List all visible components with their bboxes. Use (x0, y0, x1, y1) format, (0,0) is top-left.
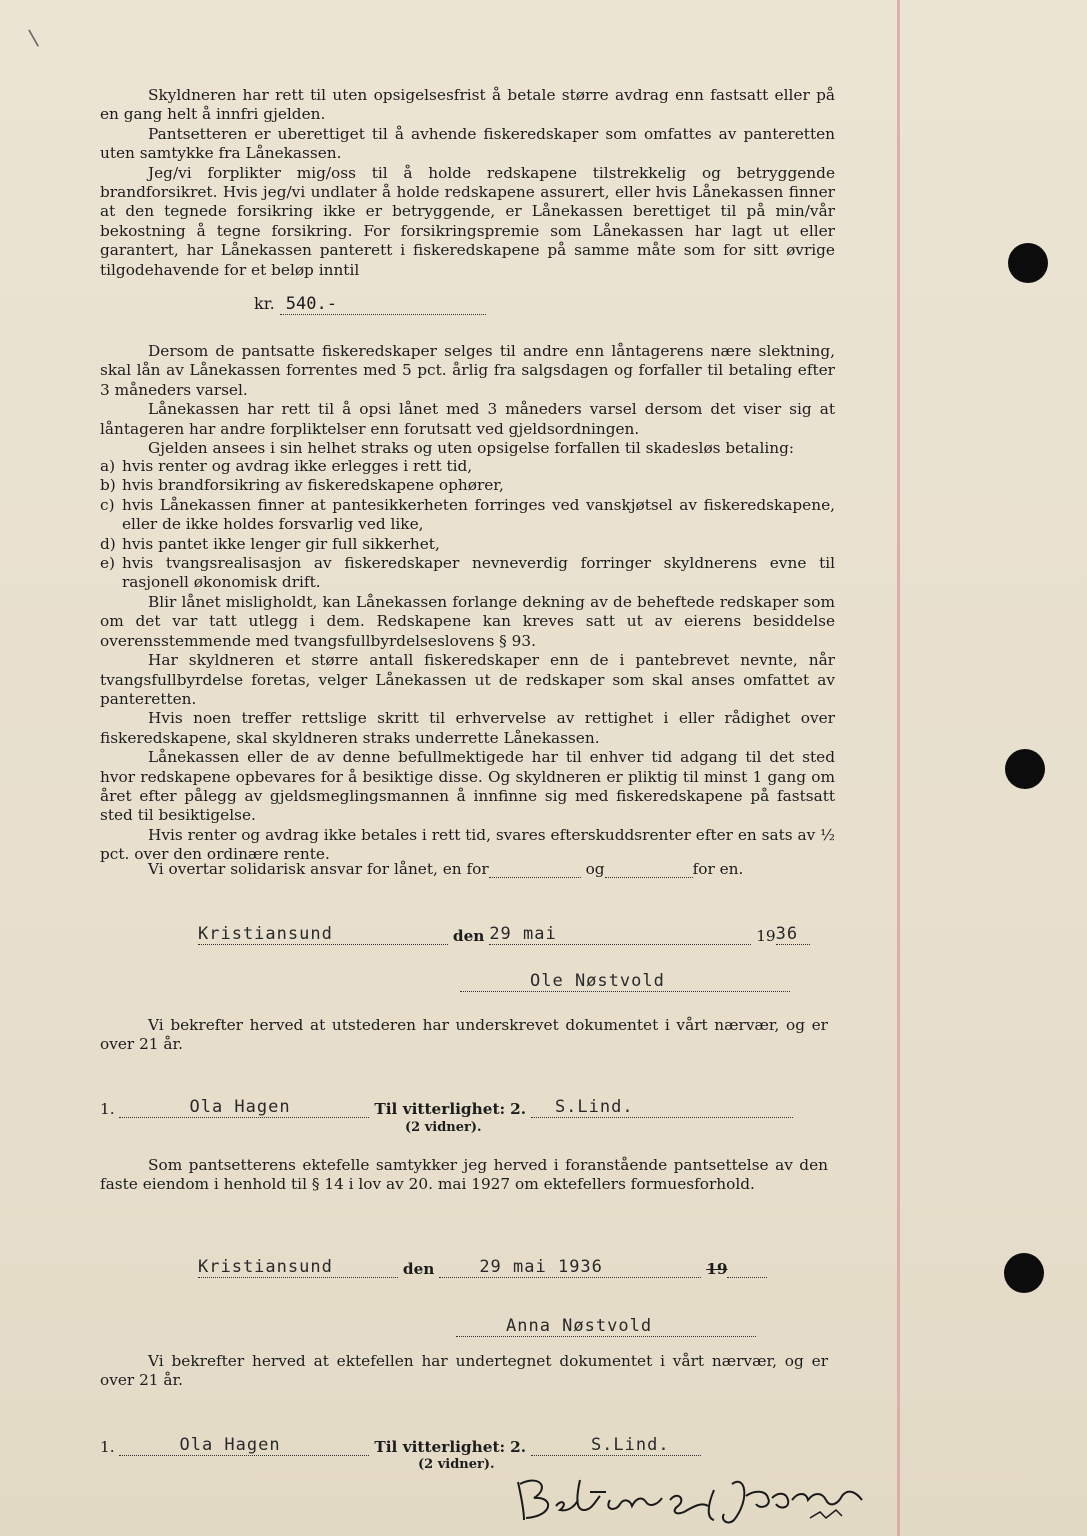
witness-statement-1: Vi bekrefter herved at utstederen har underskrevet dokumentet i vårt nærvær, og er over 21 år. (100, 1016, 828, 1054)
witness-note-1: (2 vidner). (405, 1120, 482, 1135)
terms-top (100, 86, 835, 280)
handwritten-signature (510, 1470, 885, 1530)
signer-line-2 (456, 1316, 756, 1337)
terms-mid (100, 342, 835, 458)
place-value: Kristiansund (198, 924, 448, 945)
list-item: b) hvis brandforsikring av fiskeredskapene ophører, (100, 476, 504, 495)
corner-mark: \ (27, 25, 40, 52)
red-margin-line (897, 0, 900, 1536)
paragraph: Blir lånet misligholdt, kan Lånekassen forlange dekning av de beheftede redskaper som om det var tatt utlegg i dem. Redskapene kan kreves satt ut av eierens besiddelse overensstemmende med tvangsfullbyrdelseslovens § 93. (100, 593, 835, 650)
list-item: c) hvis Lånekassen finner at pantesikkerheten forringes ved vanskjøtsel av fiskeredskapene, eller de ikke holdes forsvarlig ved like, (100, 495, 835, 534)
paragraph: Skyldneren har rett til uten opsigelsesfrist å betale større avdrag enn fastsatt eller på en gang helt å innfri gjelden. (100, 86, 835, 124)
paragraph: Gjelden ansees i sin helhet straks og uten opsigelse forfallen til skadesløs betaling: (148, 439, 795, 458)
paragraph: Lånekassen eller de av denne befullmektigede har til enhver tid adgang til det sted hvor redskapene opbevares for å besiktige disse. Og skyldneren er pliktig til minst 1 gang om året efter pålegg av gjeldsmeglingsmannen å innfinne sig med fiskeredskapene på fastsatt sted til besiktigelse. (100, 748, 835, 825)
paragraph: Dersom de pantsatte fiskeredskaper selges til andre enn låntagerens nære slektning, skal lån av Lånekassen forrentes med 5 pct. årlig fra salgsdagen og forfaller til betaling efter 3 måneders varsel. (100, 342, 835, 399)
signer-name: Anna Nøstvold (456, 1316, 756, 1337)
amount-value: 540.- (280, 294, 486, 315)
spouse-consent: Som pantsetterens ektefelle samtykker jeg herved i foranstående pantsettelse av den faste eiendom i henhold til § 14 i lov av 20. mai 1927 om ektefellers formuesforhold. (100, 1156, 828, 1194)
punch-hole-top (1008, 243, 1048, 283)
paragraph: Pantsetteren er uberettiget til å avhende fiskeredskaper som omfattes av panteretten uten samtykke fra Lånekassen. (100, 124, 835, 163)
paragraph: Jeg/vi forplikter mig/oss til å holde redskapene tilstrekkelig og betryggende brandforsikret. Hvis jeg/vi undlater å holde redskapene assurert, eller hvis Lånekassen finner at den tegnede forsikring ikke er betryggende, er Lånekassen berettiget til på min/vår bekostning å tegne forsikring. For forsikringspremie som Lånekassen har lagt ut eller garantert, har Lånekassen panterett i fiskeredskapene på samme måte som for sitt øvrige tilgodehavende for et beløp inntil (100, 163, 835, 279)
year-value: 36 (776, 924, 810, 945)
paragraph: Hvis renter og avdrag ikke betales i rett tid, svares efterskuddsrenter efter en sats av ½ pct. over den ordinære rente. (100, 825, 835, 864)
witness-line-1: 1. Ola Hagen Til vitterlighet: 2. S.Lind. (100, 1097, 830, 1118)
amount-label: kr. (254, 294, 275, 313)
witness-name-1: Ola Hagen (119, 1435, 369, 1456)
terms-bottom (100, 593, 835, 865)
witness-name-1: Ola Hagen (119, 1097, 369, 1118)
signing-date-line-2: Kristiansund den 29 mai 1936 19 (198, 1257, 767, 1278)
date-value: 29 mai 1936 (439, 1257, 701, 1278)
date-value: 29 mai (489, 924, 751, 945)
paragraph: Hvis noen treffer rettslige skritt til erhvervelse av rettighet i eller rådighet over fiskeredskapene, skal skyldneren straks underrette Lånekassen. (100, 709, 835, 747)
conditions-list (100, 457, 835, 593)
punch-hole-middle (1005, 749, 1045, 789)
witness-name-2: S.Lind. (531, 1435, 701, 1456)
punch-hole-bottom (1004, 1253, 1044, 1293)
witness-note-2: (2 vidner). (418, 1457, 495, 1472)
signer-line-1 (460, 971, 790, 992)
list-item: a) hvis renter og avdrag ikke erlegges i rett tid, (100, 457, 473, 475)
amount-line (254, 294, 486, 315)
signing-date-line-1: Kristiansund den 29 mai 1936 (198, 924, 810, 945)
witness-name-2: S.Lind. (531, 1097, 793, 1118)
place-value: Kristiansund (198, 1257, 398, 1278)
signer-name: Ole Nøstvold (460, 971, 790, 992)
list-item: e) hvis tvangsrealisasjon av fiskeredskaper nevneverdig forringer skyldnerens evne til rasjonell økonomisk drift. (100, 554, 835, 592)
paragraph: Lånekassen har rett til å opsi lånet med 3 måneders varsel dersom det viser sig at låntageren har andre forpliktelser enn forutsatt ved gjeldsordningen. (100, 400, 835, 438)
witness-line-2: 1. Ola Hagen Til vitterlighet: 2. S.Lind. (100, 1435, 830, 1456)
paragraph: Har skyldneren et større antall fiskeredskaper enn de i pantebrevet nevnte, når tvangsfullbyrdelse foretas, velger Lånekassen ut de redskaper som skal anses omfattet av panteretten. (100, 651, 835, 709)
witness-statement-2: Vi bekrefter herved at ektefellen har undertegnet dokumentet i vårt nærvær, og er over 21 år. (100, 1352, 828, 1390)
list-item: d) hvis pantet ikke lenger gir full sikkerhet, (100, 534, 440, 553)
solidarity-line: Vi overtar solidarisk ansvar for lånet, en for og for en. (148, 860, 744, 878)
